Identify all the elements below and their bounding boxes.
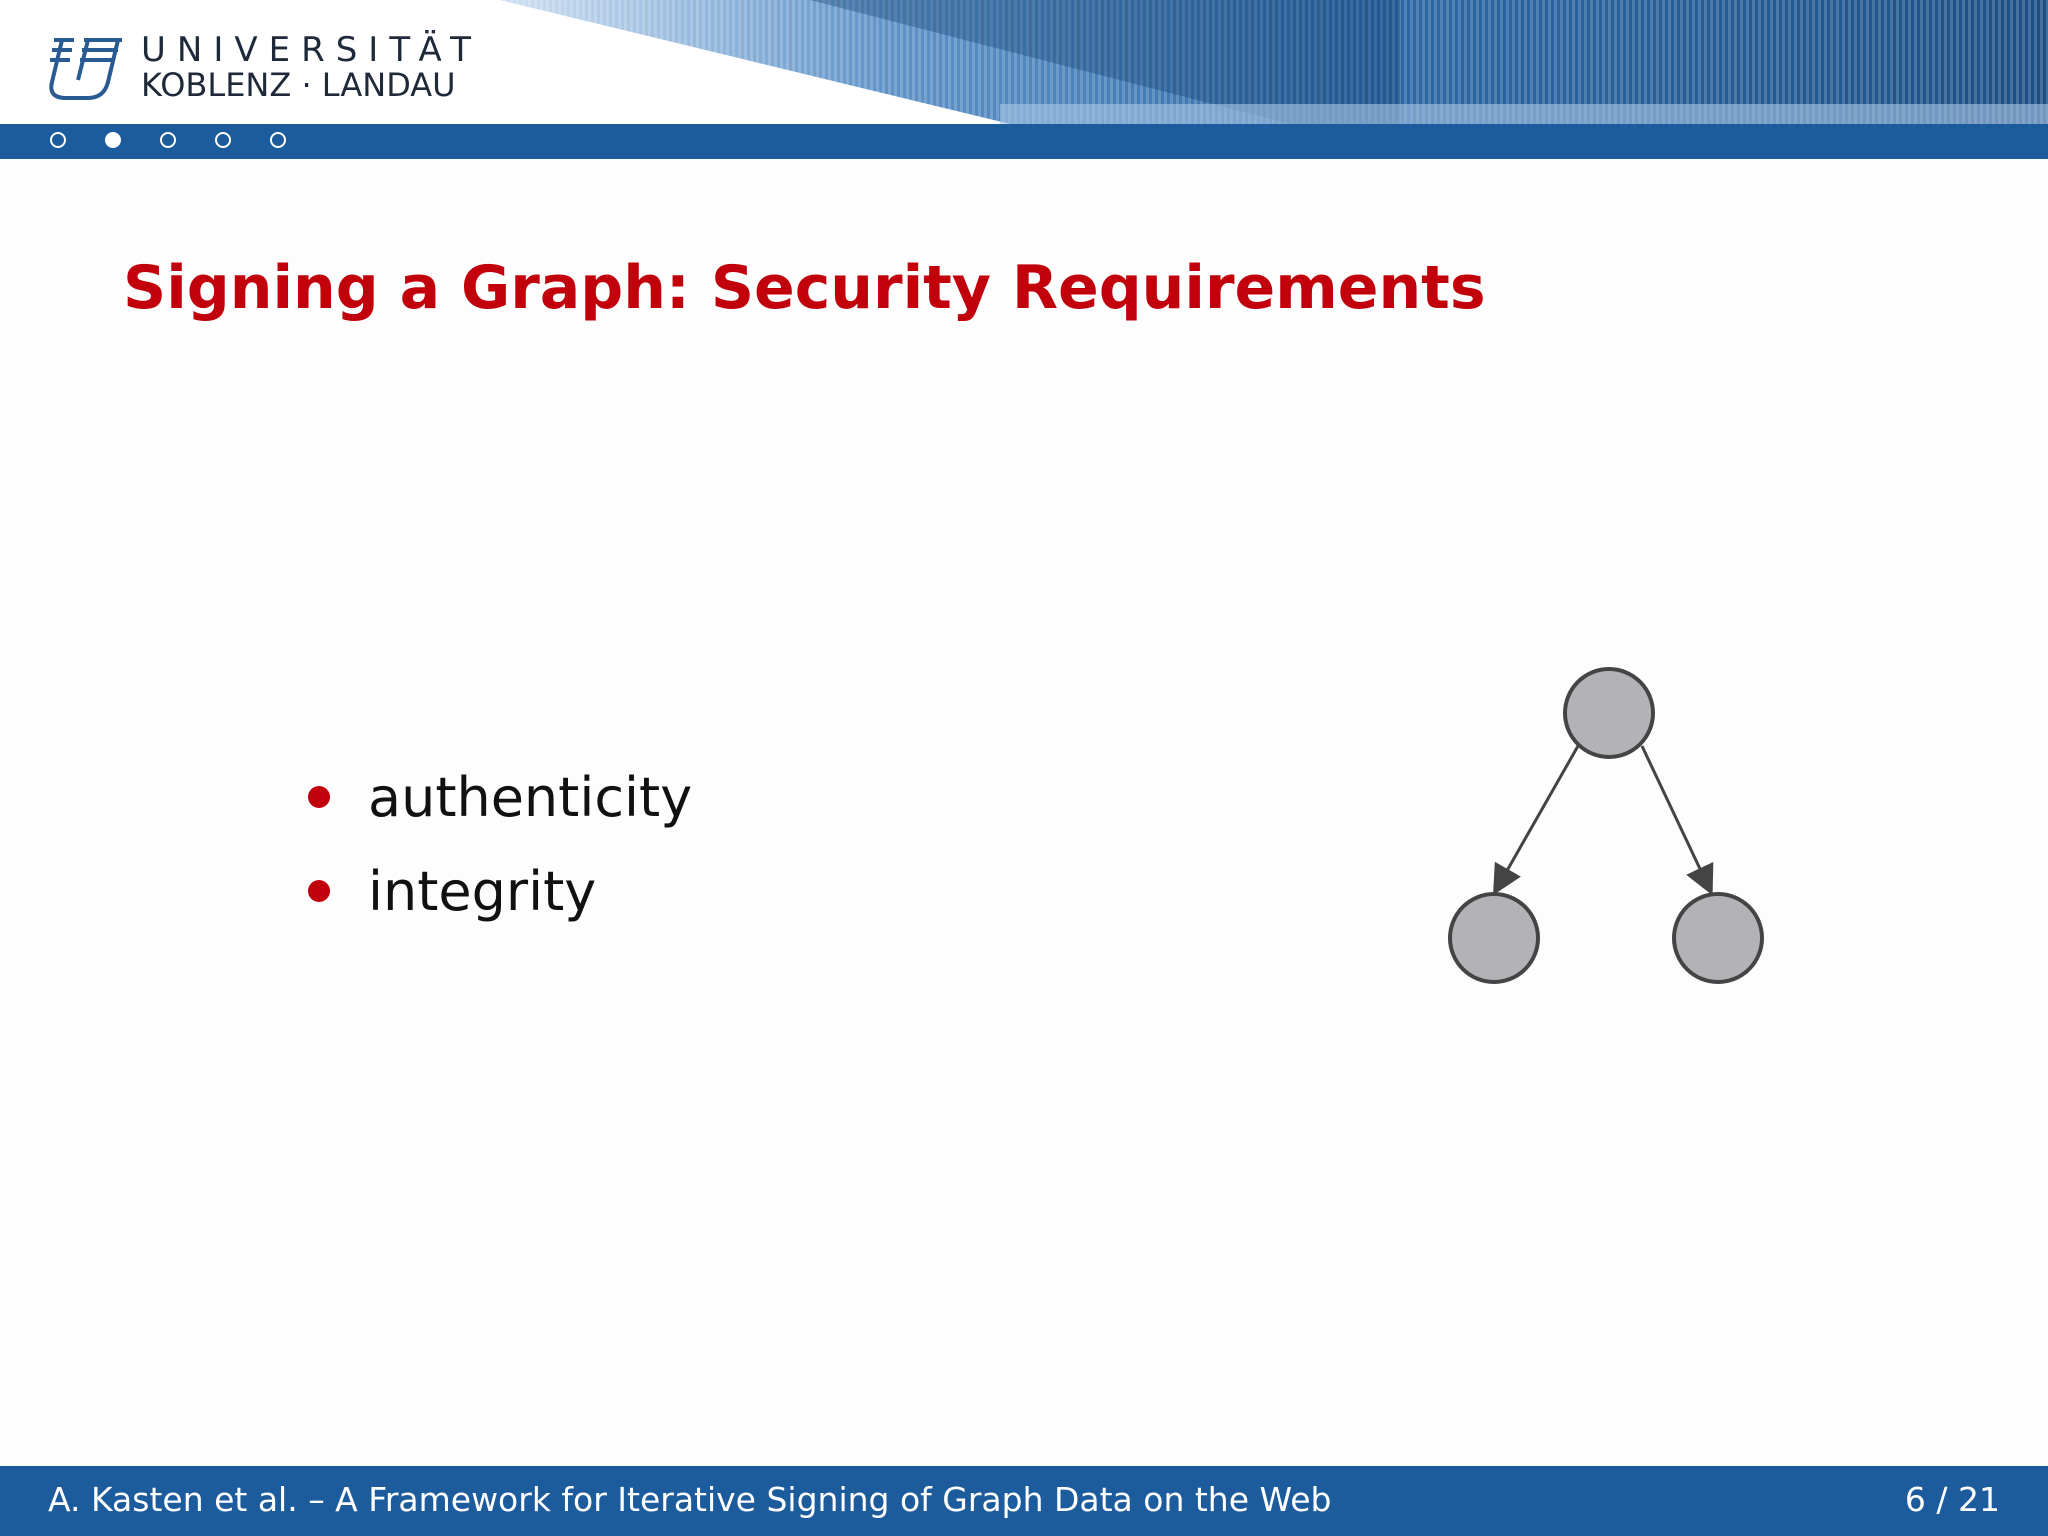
section-navigation-bar — [0, 124, 2048, 159]
graph-node-right — [1674, 894, 1762, 982]
bullet-text: integrity — [368, 860, 597, 923]
section-dot-3[interactable] — [160, 132, 176, 148]
bullet-icon — [308, 786, 330, 808]
graph-edge-left — [1496, 746, 1578, 890]
university-name: UNIVERSITÄT — [141, 30, 482, 70]
section-dot-2-current[interactable] — [105, 132, 121, 148]
slide-title: Signing a Graph: Security Requirements — [123, 253, 1486, 323]
bullet-icon — [308, 880, 330, 902]
graph-edge-right — [1642, 746, 1710, 890]
section-dot-5[interactable] — [270, 132, 286, 148]
graph-node-left — [1450, 894, 1538, 982]
bullet-list — [302, 758, 692, 946]
section-dots — [50, 132, 286, 148]
footer-citation: A. Kasten et al. – A Framework for Iterative Signing of Graph Data on the Web — [48, 1480, 1332, 1519]
section-dot-1[interactable] — [50, 132, 66, 148]
bullet-item — [302, 852, 692, 946]
slide-header — [0, 0, 2048, 124]
university-logo-icon — [44, 36, 126, 102]
page-number: 6 / 21 — [1904, 1480, 2000, 1519]
graph-node-root — [1565, 669, 1653, 757]
bullet-item — [302, 758, 692, 852]
bullet-text: authenticity — [368, 766, 693, 829]
section-dot-4[interactable] — [215, 132, 231, 148]
graph-diagram — [1430, 660, 1790, 1000]
slide-footer — [0, 1466, 2048, 1536]
university-location: KOBLENZ · LANDAU — [141, 66, 456, 104]
